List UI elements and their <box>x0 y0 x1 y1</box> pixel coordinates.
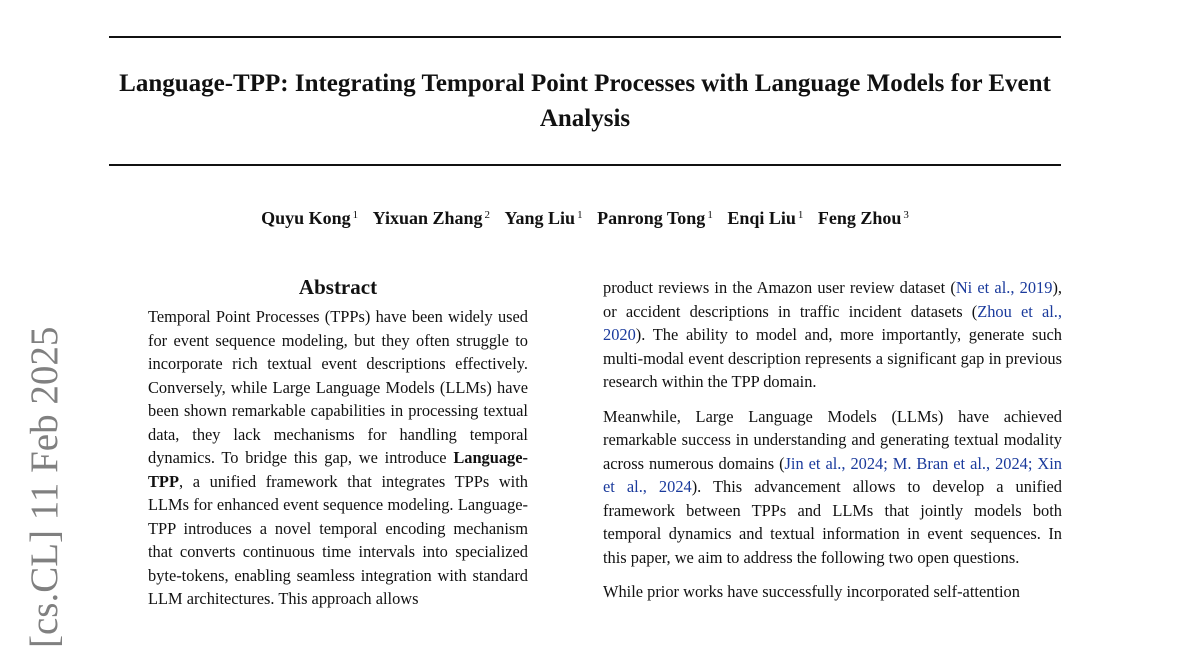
arxiv-identifier-stamp: [cs.CL] 11 Feb 2025 <box>23 326 66 648</box>
author-name: Enqi Liu <box>727 208 796 228</box>
paper-title: Language-TPP: Integrating Temporal Point Processes with Language Models for Event Analysis <box>119 70 1051 132</box>
author-affiliation: 2 <box>484 209 491 221</box>
abstract-paragraph <box>148 305 528 611</box>
author-affiliation: 3 <box>903 209 909 221</box>
author <box>597 208 713 229</box>
citation-link[interactable]: Zhou et al., 2020 <box>603 301 1062 344</box>
author-name: Yixuan Zhang <box>372 208 483 228</box>
author <box>261 208 358 229</box>
abstract-heading: Abstract <box>298 275 378 299</box>
author-affiliation: 1 <box>707 209 713 221</box>
title-bottom-rule <box>109 164 1061 166</box>
introduction-column <box>603 276 1062 648</box>
author-name: Yang Liu <box>504 208 576 228</box>
intro-text: ). This advancement allows to develop a unified framework between TPPs and LLMs that jointly models both temporal dynamics and textual information in event sequences. In this paper, we aim to address the following two open questions. <box>603 477 1062 567</box>
abstract-text: , a unified framework that integrates TPPs with LLMs for enhanced event sequence modeling. Language-TPP introduces a novel temporal encoding mechanism that converts continuous time intervals into specialized byte-tokens, enabling seamless integration with standard LLM architectures. This approach allows <box>148 471 528 608</box>
author <box>818 208 909 229</box>
author <box>373 208 490 229</box>
abstract-body <box>148 305 528 648</box>
intro-text: While prior works have successfully incorporated self-attention <box>603 582 1020 601</box>
author-affiliation: 1 <box>797 209 804 221</box>
author-name: Panrong Tong <box>597 208 706 228</box>
author-name: Feng Zhou <box>817 208 902 228</box>
intro-paragraph <box>603 276 1062 394</box>
title-top-rule <box>109 36 1061 38</box>
intro-paragraph <box>603 580 1062 604</box>
author <box>727 208 803 229</box>
intro-text: ), or accident descriptions in traffic incident datasets ( <box>603 278 1062 321</box>
intro-text: Meanwhile, Large Language Models (LLMs) have achieved remarkable success in understanding and generating textual modality across numerous domains ( <box>603 406 1062 473</box>
intro-text: ). The ability to model and, more importantly, generate such multi-modal event description represents a significant gap in previous research within the TPP domain. <box>603 325 1062 391</box>
citation-link[interactable]: Ni et al., 2019 <box>955 278 1053 297</box>
abstract-text: Temporal Point Processes (TPPs) have been widely used for event sequence modeling, but they often struggle to incorporate rich textual event descriptions effectively. Conversely, while Large Language Models (LLMs) have been shown remarkable capabilities in processing textual data, they lack mechanisms for handling temporal dynamics. To bridge this gap, we introduce <box>148 307 528 467</box>
intro-text: product reviews in the Amazon user review dataset ( <box>603 278 956 297</box>
citation-link[interactable]: Jin et al., 2024; M. Bran et al., 2024; Xin et al., 2024 <box>603 453 1062 496</box>
author <box>505 208 583 229</box>
author-list <box>0 208 1170 229</box>
abstract-method-name: Language-TPP <box>148 448 528 491</box>
author-name: Quyu Kong <box>261 208 351 228</box>
author-affiliation: 1 <box>352 209 359 221</box>
author-affiliation: 1 <box>577 209 583 221</box>
intro-paragraph <box>603 405 1062 570</box>
